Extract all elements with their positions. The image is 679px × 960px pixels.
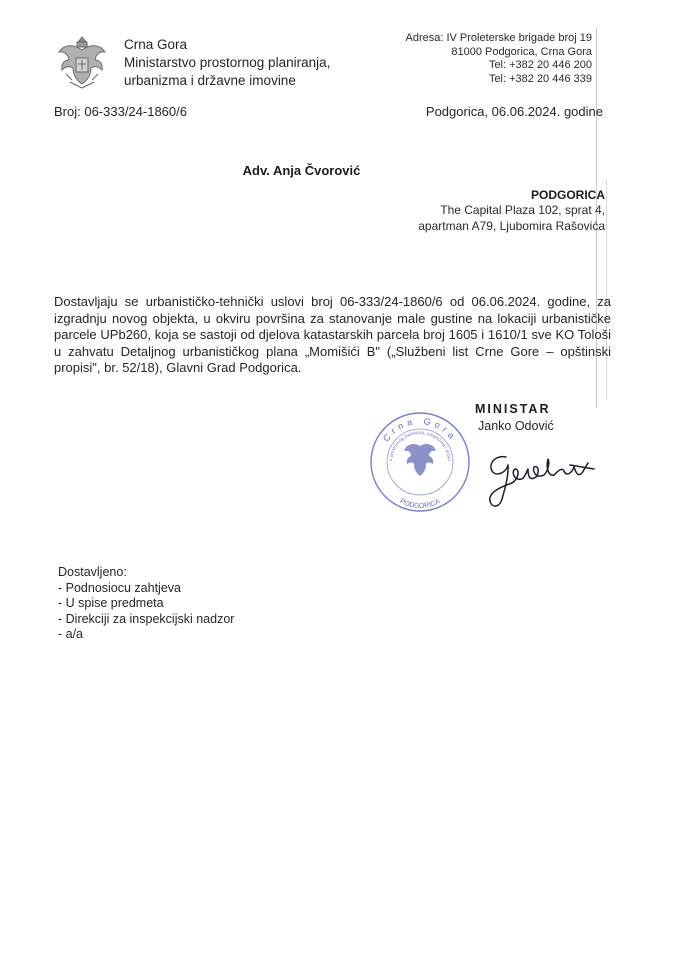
distribution-label: Dostavljeno: xyxy=(58,565,127,579)
handwritten-signature xyxy=(478,437,600,517)
letter-body: Dostavljaju se urbanističko-tehnički uslovi broj 06-333/24-1860/6 od 06.06.2024. godine, za izgradnju novog objekta, u okviru površina za stanovanje male gustine na lokaciji urbanističke parcele UPb260, koja se sastoji od djelova katastarskih parcela broj 1605 i 1610/1 sve KO Tološi u zahvatu Detaljnog urbanističkog plana „Momišići B" („Službeni list Crne Gore – opštinski propisi", br. 52/18), Glavni Grad Podgorica. xyxy=(54,294,611,375)
list-item: - U spise predmeta xyxy=(58,596,164,610)
recipient-address xyxy=(385,202,605,234)
header-contact xyxy=(390,32,592,86)
header-tel1: Tel: +382 20 446 200 xyxy=(488,59,592,71)
header-address-line2: 81000 Podgorica, Crna Gora xyxy=(451,45,592,58)
list-item: - a/a xyxy=(58,627,84,641)
minister-title: MINISTAR xyxy=(475,402,551,416)
header-country: Crna Gora xyxy=(124,37,188,52)
header-ministry-line1: Ministarstvo prostornog planiranja, xyxy=(124,55,331,70)
recipient-city: PODGORICA xyxy=(530,188,605,202)
stamp-top-text: Crna Gora xyxy=(380,415,460,444)
official-stamp xyxy=(368,410,472,514)
header-ministry-line2: urbanizma i državne imovine xyxy=(124,73,296,88)
minister-name: Janko Odović xyxy=(478,419,554,433)
coat-of-arms-icon xyxy=(56,34,108,92)
recipient-name: Adv. Anja Čvorović xyxy=(242,163,361,178)
recipient-address-line2: apartman A79, Ljubomira Rašovića xyxy=(418,219,605,233)
list-item: - Direkciji za inspekcijski nadzor xyxy=(58,611,235,626)
header-ministry xyxy=(124,36,330,90)
header-tel2: Tel: +382 20 446 339 xyxy=(488,72,592,85)
reference-number: Broj: 06-333/24-1860/6 xyxy=(54,104,187,119)
stamp-bottom-text: PODGORICA xyxy=(398,498,442,511)
recipient-address-line1: The Capital Plaza 102, sprat 4, xyxy=(440,203,605,217)
distribution-list xyxy=(58,565,234,643)
svg-text:Crna Gora xyxy=(381,416,459,444)
header-address-line1: Adresa: IV Proleterske brigade broj 19 xyxy=(405,32,592,44)
stamp-ring-text: o prostornog planiranja, urbanizma i držav xyxy=(387,429,452,462)
list-item: - Podnosiocu zahtjeva xyxy=(58,580,181,595)
document-date: Podgorica, 06.06.2024. godine xyxy=(425,104,603,119)
